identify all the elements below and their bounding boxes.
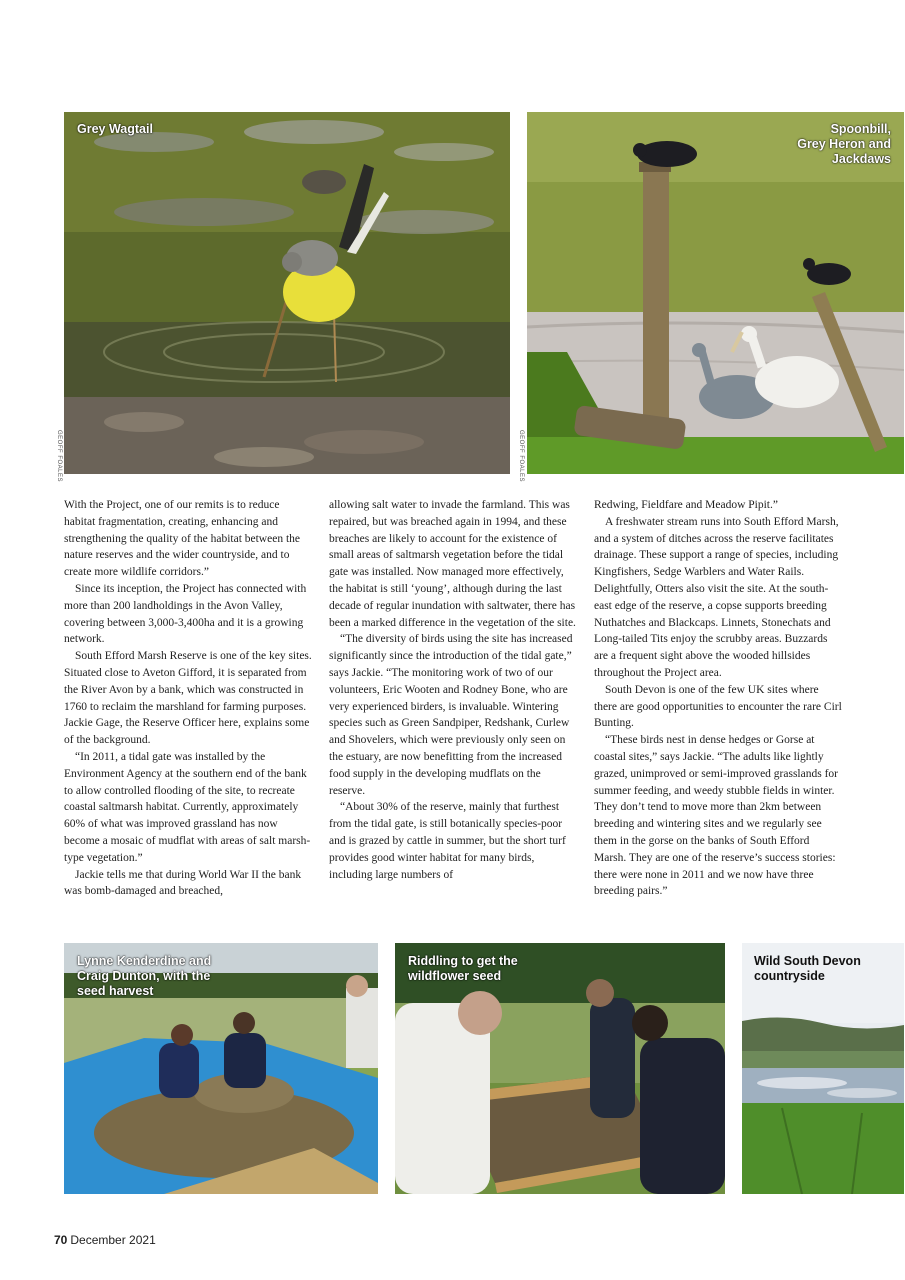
caption-seed-harvest (77, 954, 211, 999)
article-paragraph: Since its inception, the Project has connected with more than 200 landholdings in the Avon Valley, covering between 3,000-3,400ha and it is a growing network. (64, 582, 307, 646)
photo-seed-harvest (64, 943, 378, 1194)
caption-countryside-line: Wild South Devon (754, 954, 861, 968)
credit-grey-wagtail: GEOFF FOALES (56, 430, 62, 483)
caption-spoonbill-line: Jackdaws (831, 152, 891, 166)
caption-spoonbill-line: Spoonbill, (830, 122, 891, 136)
caption-seed-harvest-line: Lynne Kenderdine and (77, 954, 212, 968)
article-column-1 (64, 497, 312, 900)
article-paragraph: A freshwater stream runs into South Efford Marsh, and a system of ditches across the reserve facilitates drainage. These support a range of species, including Kingfishers, Sedge Warblers and Water Rails. Delightfully, Otters also visit the site. At the south-east edge of the reserve, a copse supports breeding Nuthatches and Blackcaps. Linnets, Stonechats and Long-tailed Tits enjoy the scrubby areas. Buzzards are a frequent sight above the wooded hillsides throughout the Project area. (594, 515, 839, 679)
article-paragraph: “These birds nest in dense hedges or Gorse at coastal sites,” says Jackie. “The adults like lightly grazed, unimproved or semi-improved grasslands for summer feeding, and weedy stubble fields in winter. They don’t tend to move more than 2km between breeding and wintering sites and we regularly see them in the gorse on the banks of South Efford Marsh. They are one of the reserve’s success stories: there were none in 2011 and we now have three breeding pairs.” (594, 734, 838, 898)
caption-seed-harvest-line: seed harvest (77, 984, 154, 998)
article-paragraph: With the Project, one of our remits is to reduce habitat fragmentation, creating, enhancing and strengthening the quality of the habitat between the nature reserves and the wider countryside, and to create more wildlife corridors.” (64, 499, 300, 579)
caption-grey-wagtail: Grey Wagtail (77, 122, 153, 136)
photo-grey-wagtail (64, 112, 510, 474)
issue-date: December 2021 (70, 1233, 156, 1247)
article-paragraph: South Devon is one of the few UK sites where there are good opportunities to encounter the rare Cirl Bunting. (594, 683, 842, 730)
grey-wagtail-image (64, 112, 510, 474)
photo-spoonbill (527, 112, 904, 474)
article-paragraph: Redwing, Fieldfare and Meadow Pipit.” (594, 499, 778, 511)
page-number: 70 (54, 1233, 68, 1247)
article-paragraph: “In 2011, a tidal gate was installed by the Environment Agency at the southern end of the bank to allow controlled flooding of the site, to recreate coastal saltmarsh habitat. Currently, approximately 60% of what was improved grassland has now become a mosaic of mudflat with areas of salt marsh-type vegetation.” (64, 750, 311, 864)
article-paragraph: Jackie tells me that during World War II the bank was bomb-damaged and breached, (64, 868, 302, 898)
caption-seed-harvest-line: Craig Dunton, with the (77, 969, 211, 983)
caption-riddling-line: wildflower seed (408, 969, 502, 983)
article-column-2 (329, 497, 577, 883)
article-column-3 (594, 497, 844, 900)
photo-riddling (395, 943, 725, 1194)
caption-countryside-line: countryside (754, 969, 825, 983)
article-paragraph: South Efford Marsh Reserve is one of the key sites. Situated close to Aveton Gifford, it is separated from the River Avon by a bank, which was constructed in 1760 to reclaim the marshland for farming purposes. Jackie Gage, the Reserve Officer here, explains some of the background. (64, 650, 312, 747)
page-footer (54, 1233, 156, 1247)
article-paragraph: “About 30% of the reserve, mainly that furthest from the tidal gate, is still botanically species-poor and is grazed by cattle in summer, but the short turf provides good winter habitat for many birds, including large numbers of (329, 801, 566, 881)
photo-countryside (742, 943, 904, 1194)
caption-spoonbill (797, 122, 891, 167)
caption-countryside (754, 954, 861, 984)
credit-spoonbill: GEOFF FOALES (518, 430, 524, 483)
article-paragraph: “The diversity of birds using the site has increased significantly since the introduction of the tidal gate,” says Jackie. “The monitoring work of two of our volunteers, Eric Wooten and Rodney Bone, who are very experienced birders, is invaluable. Wintering species such as Green Sandpiper, Redshank, Curlew and Shovelers, which were previously only seen on the estuary, are now benefitting from the increased food supply in the developing mudflats on the reserve. (329, 633, 573, 797)
caption-spoonbill-line: Grey Heron and (797, 137, 891, 151)
caption-riddling (408, 954, 518, 984)
article-paragraph: allowing salt water to invade the farmland. This was repaired, but was breached again in 1994, and these breaches are likely to account for the existence of small areas of saltmarsh vegetation before the tidal gate was installed. Now managed more effectively, the habitat is still ‘young’, although during the last decade of regular inundation with saltwater, there has been a marked difference in the vegetation of the site. (329, 499, 576, 629)
caption-riddling-line: Riddling to get the (408, 954, 518, 968)
